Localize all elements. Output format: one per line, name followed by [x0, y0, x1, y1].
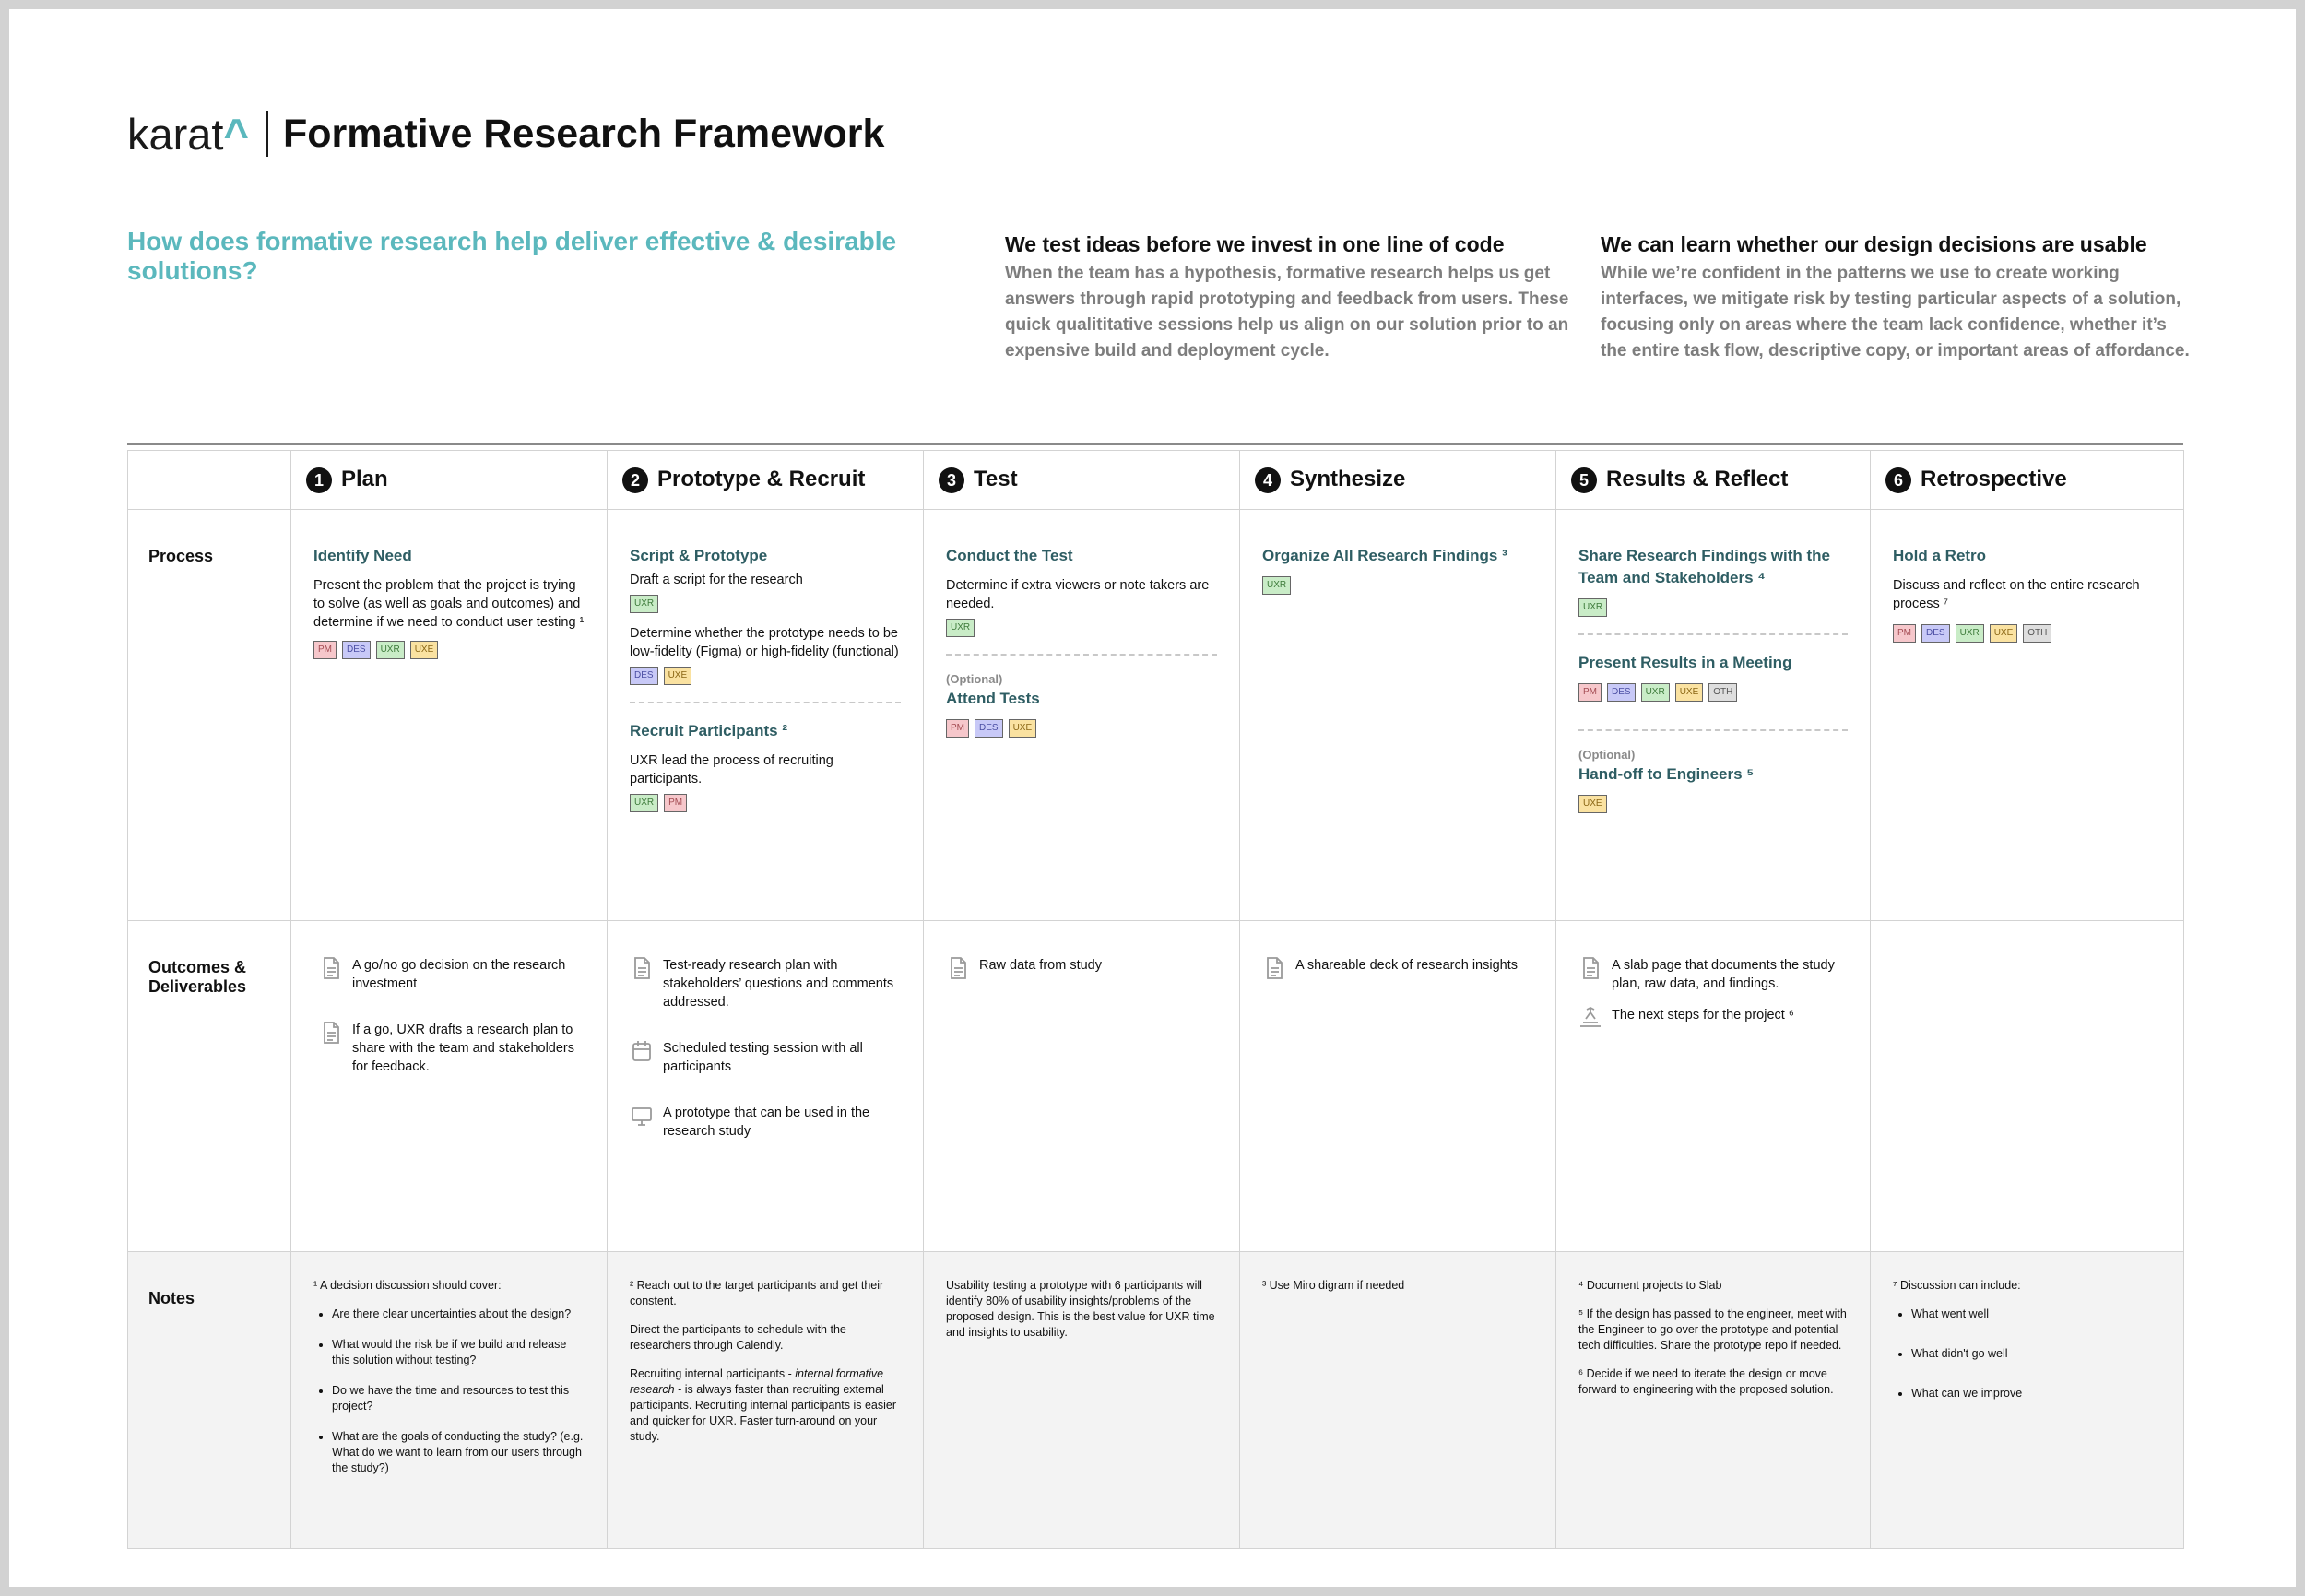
- note-intro: ¹ A decision discussion should cover:: [313, 1279, 502, 1292]
- tag-uxe: UXE: [1675, 683, 1704, 702]
- optional-label: (Optional): [1578, 748, 1636, 762]
- tag-des: DES: [630, 667, 658, 685]
- intro-block-1: [1005, 232, 1595, 364]
- task-desc: Present the problem that the project is trying to solve (as well as goals and outcomes) and determine if we need to conduct user testing ¹: [313, 578, 585, 630]
- tag-uxr: UXR: [630, 794, 658, 812]
- process-synthesize: [1240, 510, 1556, 921]
- task-title: Attend Tests: [946, 690, 1040, 707]
- tag-des: DES: [342, 641, 371, 659]
- outcomes-row: [128, 921, 2184, 1252]
- phase-plan: 1 Plan: [291, 451, 608, 510]
- outcomes-test: [924, 921, 1240, 1252]
- document-icon: [1262, 956, 1286, 980]
- outcome-item: [946, 956, 1217, 980]
- phase-synthesize: 4 Synthesize: [1240, 451, 1556, 510]
- outcome-item: [1578, 1006, 1848, 1030]
- monitor-icon: [630, 1104, 654, 1128]
- outcome-text: A prototype that can be used in the research study: [663, 1105, 870, 1139]
- tag-uxr: UXR: [1262, 576, 1291, 595]
- outcome-item: [319, 1021, 585, 1076]
- tag-pm: PM: [313, 641, 337, 659]
- process-plan: [291, 510, 608, 921]
- page-title: Formative Research Framework: [282, 111, 885, 156]
- note-item: • What can we improve: [1911, 1386, 2163, 1401]
- intro-block-2: [1601, 232, 2191, 364]
- row-label-process: Process: [128, 510, 291, 921]
- tag-oth: OTH: [2023, 624, 2051, 643]
- outcome-item: [630, 1039, 901, 1076]
- tag-des: DES: [1607, 683, 1636, 702]
- tag-des: DES: [975, 719, 1003, 738]
- row-label-notes: Notes: [128, 1252, 291, 1549]
- task-title: Hold a Retro: [1893, 547, 1987, 564]
- tag-pm: PM: [1893, 624, 1916, 643]
- tag-oth: OTH: [1708, 683, 1737, 702]
- notes-synthesize: [1240, 1252, 1556, 1549]
- outcome-text: Raw data from study: [979, 958, 1102, 973]
- note-text: ³ Use Miro digram if needed: [1262, 1279, 1405, 1292]
- tag-uxe: UXE: [1009, 719, 1037, 738]
- document-icon: [630, 956, 654, 980]
- document-icon: [319, 956, 343, 980]
- task-desc: Determine whether the prototype needs to be low-fidelity (Figma) or high-fidelity (functional): [630, 626, 899, 659]
- note-text: Usability testing a prototype with 6 participants will identify 80% of usability insights/problems of the proposed design. This is the best value for UXR time and insights to usability.: [946, 1279, 1215, 1339]
- outcomes-synthesize: [1240, 921, 1556, 1252]
- role-tags: [630, 595, 901, 613]
- document-icon: [319, 1021, 343, 1045]
- note-intro: ⁷ Discussion can include:: [1893, 1279, 2021, 1292]
- intro-body: While we’re confident in the patterns we use to create working interfaces, we mitigate risk by testing particular aspects of a solution, focusing only on areas where the team lack confidence, whether it’s the entire task flow, descriptive copy, or important areas of affordance.: [1601, 264, 2190, 361]
- tag-uxe: UXE: [664, 667, 692, 685]
- task-title: Present Results in a Meeting: [1578, 654, 1792, 671]
- role-tags: [630, 794, 901, 812]
- calendar-icon: [630, 1039, 654, 1063]
- outcome-text: The next steps for the project ⁶: [1612, 1008, 1794, 1023]
- dashed-divider: [1578, 633, 1848, 635]
- tag-pm: PM: [664, 794, 687, 812]
- task-desc: UXR lead the process of recruiting participants.: [630, 753, 833, 786]
- process-row: [128, 510, 2184, 921]
- outcome-item: [1262, 956, 1533, 980]
- framework-table: [127, 450, 2184, 1549]
- task-desc: Determine if extra viewers or note takers are needed.: [946, 578, 1210, 611]
- page-header: [127, 109, 884, 159]
- phase-prototype-recruit: 2 Prototype & Recruit: [608, 451, 924, 510]
- outcome-item: [319, 956, 585, 993]
- outcome-item: [630, 956, 901, 1011]
- note-list: [313, 1306, 586, 1476]
- role-tags: [1578, 598, 1848, 617]
- notes-prototype: [608, 1252, 924, 1549]
- outcome-text: A shareable deck of research insights: [1295, 958, 1518, 973]
- tag-des: DES: [1921, 624, 1950, 643]
- note-text: ⁴ Document projects to Slab: [1578, 1279, 1722, 1292]
- process-test: [924, 510, 1240, 921]
- outcomes-prototype: [608, 921, 924, 1252]
- empty-corner-cell: [128, 451, 291, 510]
- note-text: ⁵ If the design has passed to the engineer, meet with the Engineer to go over the prototype and potential tech difficulties. Share the prototype repo if needed.: [1578, 1307, 1847, 1352]
- phase-test: 3 Test: [924, 451, 1240, 510]
- karat-logo: karat^: [127, 109, 249, 159]
- intro-body: When the team has a hypothesis, formative research helps us get answers through rapid prototyping and feedback from users. These quick qualititative sessions help us align on our solution prior to an expensive build and deployment cycle.: [1005, 264, 1569, 361]
- outcome-text: A slab page that documents the study plan, raw data, and findings.: [1612, 958, 1835, 991]
- note-item: • What didn't go well: [1911, 1346, 2163, 1362]
- outcome-text: Scheduled testing session with all participants: [663, 1041, 863, 1074]
- notes-results: [1556, 1252, 1871, 1549]
- next-steps-icon: [1578, 1006, 1602, 1030]
- task-title: Hand-off to Engineers ⁵: [1578, 765, 1755, 783]
- process-results: [1556, 510, 1871, 921]
- outcomes-retrospective: [1871, 921, 2184, 1252]
- role-tags: [946, 719, 1217, 738]
- tag-uxe: UXE: [1578, 795, 1607, 813]
- tag-uxr: UXR: [1641, 683, 1670, 702]
- dashed-divider: [630, 702, 901, 703]
- outcome-text: A go/no go decision on the research investment: [352, 958, 566, 991]
- note-item: • What went well: [1911, 1306, 2163, 1322]
- note-list: [1893, 1306, 2163, 1401]
- task-title: Conduct the Test: [946, 547, 1073, 564]
- role-tags: [630, 667, 901, 685]
- task-desc: Discuss and reflect on the entire research process ⁷: [1893, 578, 2140, 611]
- task-title: Recruit Participants ²: [630, 722, 787, 739]
- tag-uxr: UXR: [946, 619, 975, 637]
- process-retrospective: [1871, 510, 2184, 921]
- role-tags: [313, 641, 585, 659]
- role-tags: [946, 619, 1217, 637]
- outcome-text: If a go, UXR drafts a research plan to share with the team and stakeholders for feedback.: [352, 1023, 574, 1074]
- outcome-text: Test-ready research plan with stakeholders’ questions and comments addressed.: [663, 958, 894, 1010]
- outcomes-plan: [291, 921, 608, 1252]
- role-tags: [1578, 683, 1848, 702]
- tag-pm: PM: [946, 719, 969, 738]
- role-tags: [1893, 624, 2161, 643]
- task-desc: Draft a script for the research: [630, 573, 803, 587]
- notes-retrospective: [1871, 1252, 2184, 1549]
- phase-header-row: [128, 451, 2184, 510]
- task-title: Identify Need: [313, 547, 412, 564]
- row-label-outcomes: Outcomes & Deliverables: [128, 921, 291, 1252]
- notes-row: [128, 1252, 2184, 1549]
- note-text: ⁶ Decide if we need to iterate the design or move forward to engineering with the proposed solution.: [1578, 1367, 1834, 1396]
- document-icon: [1578, 956, 1602, 980]
- dashed-divider: [1578, 729, 1848, 731]
- tag-uxr: UXR: [630, 595, 658, 613]
- role-tags: [1262, 576, 1533, 595]
- note-text: Recruiting internal participants - internal formative research - is always faster than recruiting external participants. Recruiting internal participants is easier and quicker for UXR. Faster turn-around on your study.: [630, 1367, 897, 1443]
- note-text: Direct the participants to schedule with the researchers through Calendly.: [630, 1323, 846, 1352]
- tag-uxe: UXE: [1990, 624, 2018, 643]
- dashed-divider: [946, 654, 1217, 656]
- task-title: Script & Prototype: [630, 547, 768, 564]
- tag-uxr: UXR: [1956, 624, 1984, 643]
- outcome-item: [1578, 956, 1848, 993]
- table-top-rule: [127, 443, 2183, 445]
- outcomes-results: [1556, 921, 1871, 1252]
- tag-uxe: UXE: [410, 641, 439, 659]
- task-title: Share Research Findings with the Team and Stakeholders ⁴: [1578, 547, 1831, 586]
- note-item: • What would the risk be if we build and release this solution without testing?: [332, 1337, 586, 1368]
- note-item: • What are the goals of conducting the study? (e.g. What do we want to learn from our users through the study?): [332, 1429, 586, 1476]
- optional-label: (Optional): [946, 672, 1003, 686]
- tag-uxr: UXR: [376, 641, 405, 659]
- note-item: • Are there clear uncertainties about the design?: [332, 1306, 586, 1322]
- notes-plan: [291, 1252, 608, 1549]
- intro-heading: We can learn whether our design decisions are usable: [1601, 232, 2147, 256]
- phase-retrospective: 6 Retrospective: [1871, 451, 2184, 510]
- header-divider: [266, 111, 268, 157]
- task-title: Organize All Research Findings ³: [1262, 547, 1507, 564]
- document-icon: [946, 956, 970, 980]
- outcome-item: [630, 1104, 901, 1141]
- role-tags: [1578, 795, 1848, 813]
- tag-uxr: UXR: [1578, 598, 1607, 617]
- phase-results-reflect: 5 Results & Reflect: [1556, 451, 1871, 510]
- notes-test: [924, 1252, 1240, 1549]
- guiding-question: How does formative research help deliver effective & desirable solutions?: [127, 227, 897, 285]
- note-text: ² Reach out to the target participants and get their constent.: [630, 1279, 884, 1307]
- framework-page: [9, 9, 2296, 1587]
- intro-heading: We test ideas before we invest in one line of code: [1005, 232, 1505, 256]
- tag-pm: PM: [1578, 683, 1602, 702]
- process-prototype: [608, 510, 924, 921]
- note-item: • Do we have the time and resources to test this project?: [332, 1383, 586, 1414]
